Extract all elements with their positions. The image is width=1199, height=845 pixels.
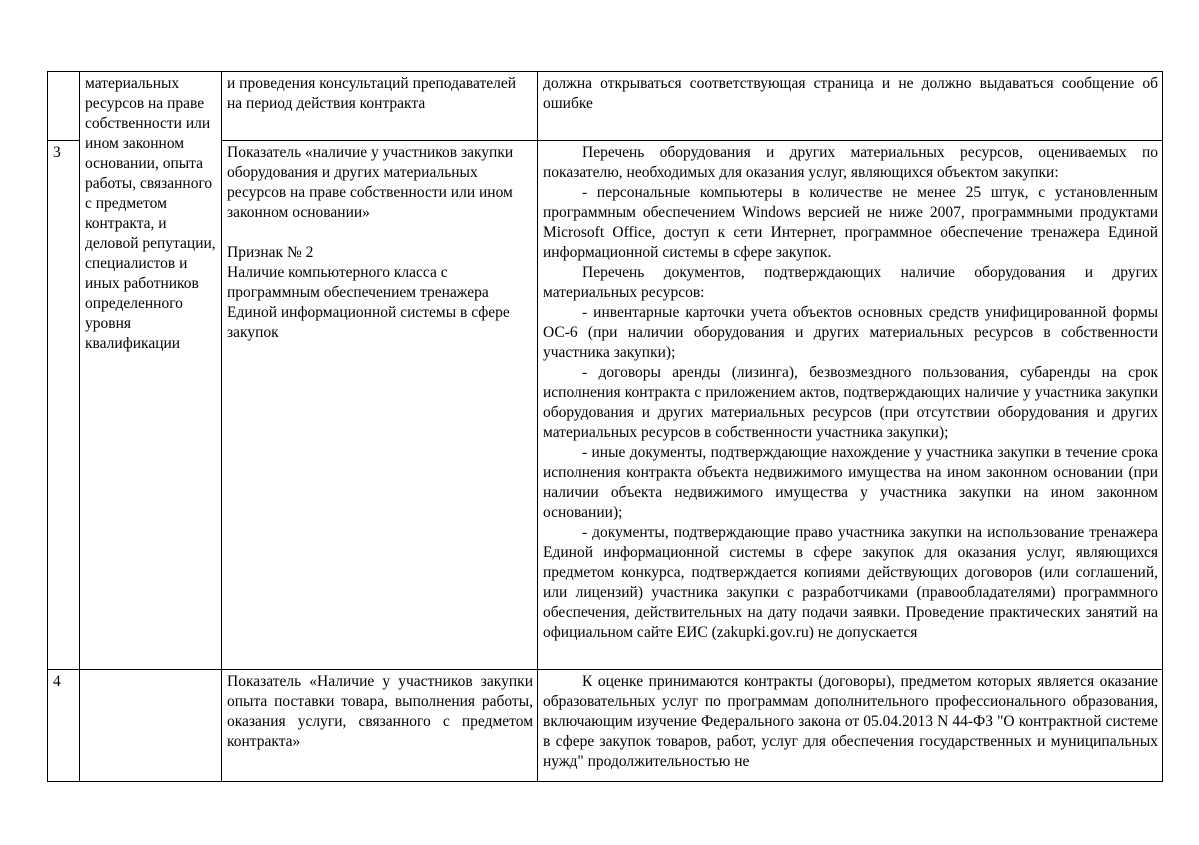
description-cell-row-4 bbox=[538, 670, 1163, 782]
indicator-sign-label: Признак № 2 bbox=[227, 244, 314, 261]
description-text: К оценке принимаются контракты (договоры), предметом которых является оказание образовательных услуг по программам дополнительного профессионального образования, включающим изучение Федерального закона от 05.04.2013 N 44-ФЗ "О контрактной системе в сфере закупок товаров, работ, услуг для обеспечения государственных и муниципальных нужд" продолжительностью не bbox=[543, 673, 1158, 770]
paragraph: - документы, подтверждающие право участника закупки на использование тренажера Единой информационной системы в сфере закупок для оказания услуг, являющихся предметом конкурса, подтверждается копиями действующих договоров (или соглашений, или лицензий) участника закупки с разработчиками (правообладателями) программного обеспечения, действительных на дату подачи заявки. Проведение практических занятий на официальном сайте ЕИС (zakupki.gov.ru) не допускается bbox=[543, 524, 1158, 641]
number-cell-row-4: 4 bbox=[48, 670, 80, 782]
indicator-title: Показатель «наличие у участников закупки оборудования и других материальных ресурсов на праве собственности или ином законном основании» bbox=[227, 144, 514, 221]
table-row-4 bbox=[48, 670, 1163, 782]
indicator-cell-row-3 bbox=[222, 141, 538, 670]
number-cell-row-3: 3 bbox=[48, 141, 80, 670]
table-row-continuation bbox=[48, 72, 1163, 141]
criterion-cell-row-4-empty bbox=[80, 670, 222, 782]
criterion-text: материальных ресурсов на праве собственности или ином законном основании, опыта работы, связанного с предметом контракта, и деловой репутации, специалистов и иных работников определенного уровня квалификации bbox=[85, 75, 216, 352]
description-cell-row-3 bbox=[538, 141, 1163, 670]
indicator-cell-row-4 bbox=[222, 670, 538, 782]
indicator-text: и проведения консультаций преподавателей на период действия контракта bbox=[227, 75, 517, 112]
paragraph: - иные документы, подтверждающие нахождение у участника закупки в течение срока исполнения контракта объекта недвижимого имущества на ином законном основании (при наличии объекта недвижимого имущества у участника закупки на ином законном основании); bbox=[543, 444, 1158, 521]
paragraph: - инвентарные карточки учета объектов основных средств унифицированной формы ОС-6 (при наличии оборудования и других материальных ресурсов в собственности участника закупки); bbox=[543, 304, 1158, 361]
paragraph: - персональные компьютеры в количестве не менее 25 штук, с установленным программным обеспечением Windows версией не ниже 2007, программными продуктами Microsoft Office, доступ к сети Интернет, программное обеспечение тренажера Единой информационной системы в сфере закупок. bbox=[543, 184, 1158, 261]
evaluation-criteria-table bbox=[47, 71, 1163, 782]
paragraph: Перечень документов, подтверждающих наличие оборудования и других материальных ресурсов: bbox=[543, 264, 1158, 301]
description-text: должна открываться соответствующая страница и не должно выдаваться сообщение об ошибке bbox=[543, 75, 1158, 112]
indicator-text: Показатель «Наличие у участников закупки опыта поставки товара, выполнения работы, оказания услуги, связанного с предметом контракта» bbox=[227, 673, 533, 750]
criterion-cell bbox=[80, 72, 222, 670]
indicator-sign-text: Наличие компьютерного класса с программным обеспечением тренажера Единой информационной системы в сфере закупок bbox=[227, 264, 510, 341]
paragraph: - договоры аренды (лизинга), безвозмездного пользования, субаренды на срок исполнения контракта с приложением актов, подтверждающих наличие у участника закупки оборудования и других материальных ресурсов (при отсутствии оборудования и других материальных ресурсов в собственности участника закупки); bbox=[543, 364, 1158, 441]
description-cell-continuation bbox=[538, 72, 1163, 141]
number-cell-continuation bbox=[48, 72, 80, 141]
indicator-cell-continuation bbox=[222, 72, 538, 141]
paragraph: Перечень оборудования и других материальных ресурсов, оцениваемых по показателю, необходимых для оказания услуг, являющихся объектом закупки: bbox=[543, 144, 1158, 181]
